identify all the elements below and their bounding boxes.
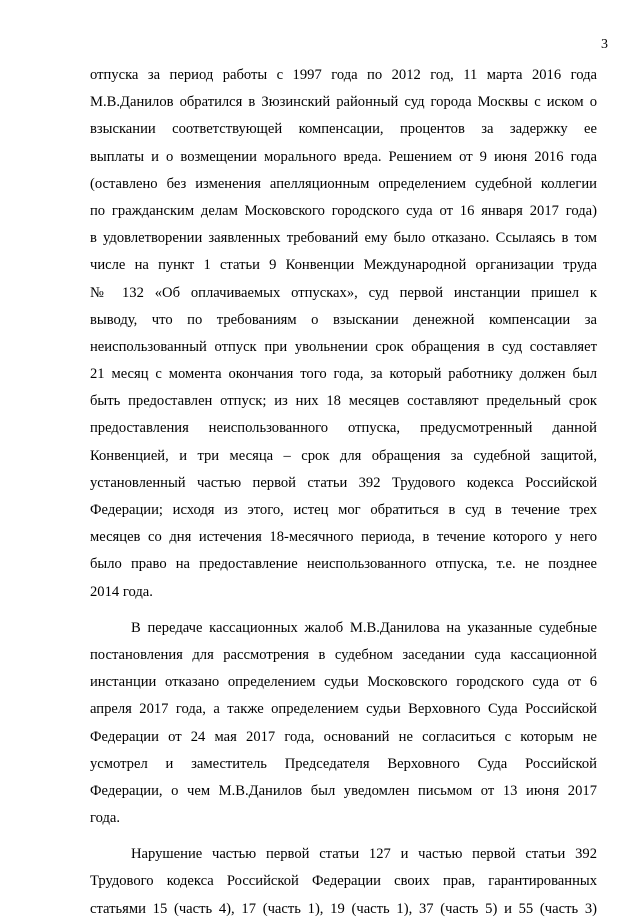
- text-line: числе на пункт 1 статьи 9 Конвенции Международной организации труда: [90, 257, 597, 274]
- text-line: (оставлено без изменения апелляционным определением судебной коллегии: [90, 175, 597, 192]
- text-line: 2014 года.: [90, 583, 153, 600]
- text-line: Нарушение частью первой статьи 127 и частью первой статьи 392: [131, 846, 597, 863]
- text-line: года.: [90, 810, 121, 827]
- text-line: было право на предоставление неиспользованного отпуска, т.е. не позднее: [90, 556, 597, 573]
- text-line: месяцев со дня истечения 18-месячного периода, в течение которого у него: [90, 529, 597, 546]
- text-line: Федерации; исходя из этого, истец мог обратиться в суд в течение трех: [90, 502, 597, 518]
- text-line: Трудового кодекса Российской Федерации своих прав, гарантированных: [90, 873, 597, 890]
- text-line: 21 месяц с момента окончания того года, за который работнику должен был: [90, 366, 597, 383]
- text-line: предоставления неиспользованного отпуска, предусмотренный данной: [90, 420, 597, 437]
- paragraph-2: [90, 615, 597, 833]
- paragraph-spacer: [90, 832, 597, 841]
- paragraph-spacer: [90, 606, 597, 615]
- document-body: [90, 62, 597, 923]
- text-line: по гражданским делам Московского городского суда от 16 января 2017 года): [90, 202, 597, 219]
- text-line: Конвенцией, и три месяца – срок для обращения за судебной защитой,: [90, 447, 597, 464]
- text-line: выплаты и о возмещении морального вреда. Решением от 9 июня 2016 года: [90, 148, 597, 165]
- text-line: М.В.Данилов обратился в Зюзинский районный суд города Москвы с иском о: [90, 94, 597, 111]
- text-line: В передаче кассационных жалоб М.В.Данилова на указанные судебные: [131, 619, 597, 636]
- text-line: постановления для рассмотрения в судебном заседании суда кассационной: [90, 646, 597, 663]
- paragraph-3: [90, 841, 597, 923]
- text-line: отпуска за период работы с 1997 года по 2012 год, 11 марта 2016 года: [90, 67, 597, 83]
- text-line: Федерации от 24 мая 2017 года, оснований не согласиться с которым не: [90, 728, 597, 745]
- text-line: статьями 15 (часть 4), 17 (часть 1), 19 (часть 1), 37 (часть 5) и 55 (часть 3): [90, 900, 597, 917]
- text-line: неиспользованный отпуск при увольнении срок обращения в суд составляет: [90, 338, 597, 355]
- text-line: апреля 2017 года, а также определением судьи Верховного Суда Российской: [90, 701, 597, 718]
- text-line: взыскании соответствующей компенсации, процентов за задержку ее: [90, 121, 597, 138]
- text-line: установленный частью первой статьи 392 Трудового кодекса Российской: [90, 474, 597, 491]
- paragraph-1: [90, 62, 597, 606]
- text-line: выводу, что по требованиям о взыскании денежной компенсации за: [90, 311, 597, 328]
- text-line: Федерации, о чем М.В.Данилов был уведомлен письмом от 13 июня 2017: [90, 782, 597, 799]
- text-line: инстанции отказано определением судьи Московского городского суда от 6: [90, 674, 597, 691]
- text-line: в удовлетворении заявленных требований ему было отказано. Ссылаясь в том: [90, 230, 597, 247]
- text-line: усмотрел и заместитель Председателя Верховного Суда Российской: [90, 755, 597, 772]
- text-line: быть предоставлен отпуск; из них 18 месяцев составляют предельный срок: [90, 393, 597, 410]
- text-line: № 132 «Об оплачиваемых отпусках», суд первой инстанции пришел к: [90, 284, 597, 301]
- page-number: 3: [601, 37, 608, 52]
